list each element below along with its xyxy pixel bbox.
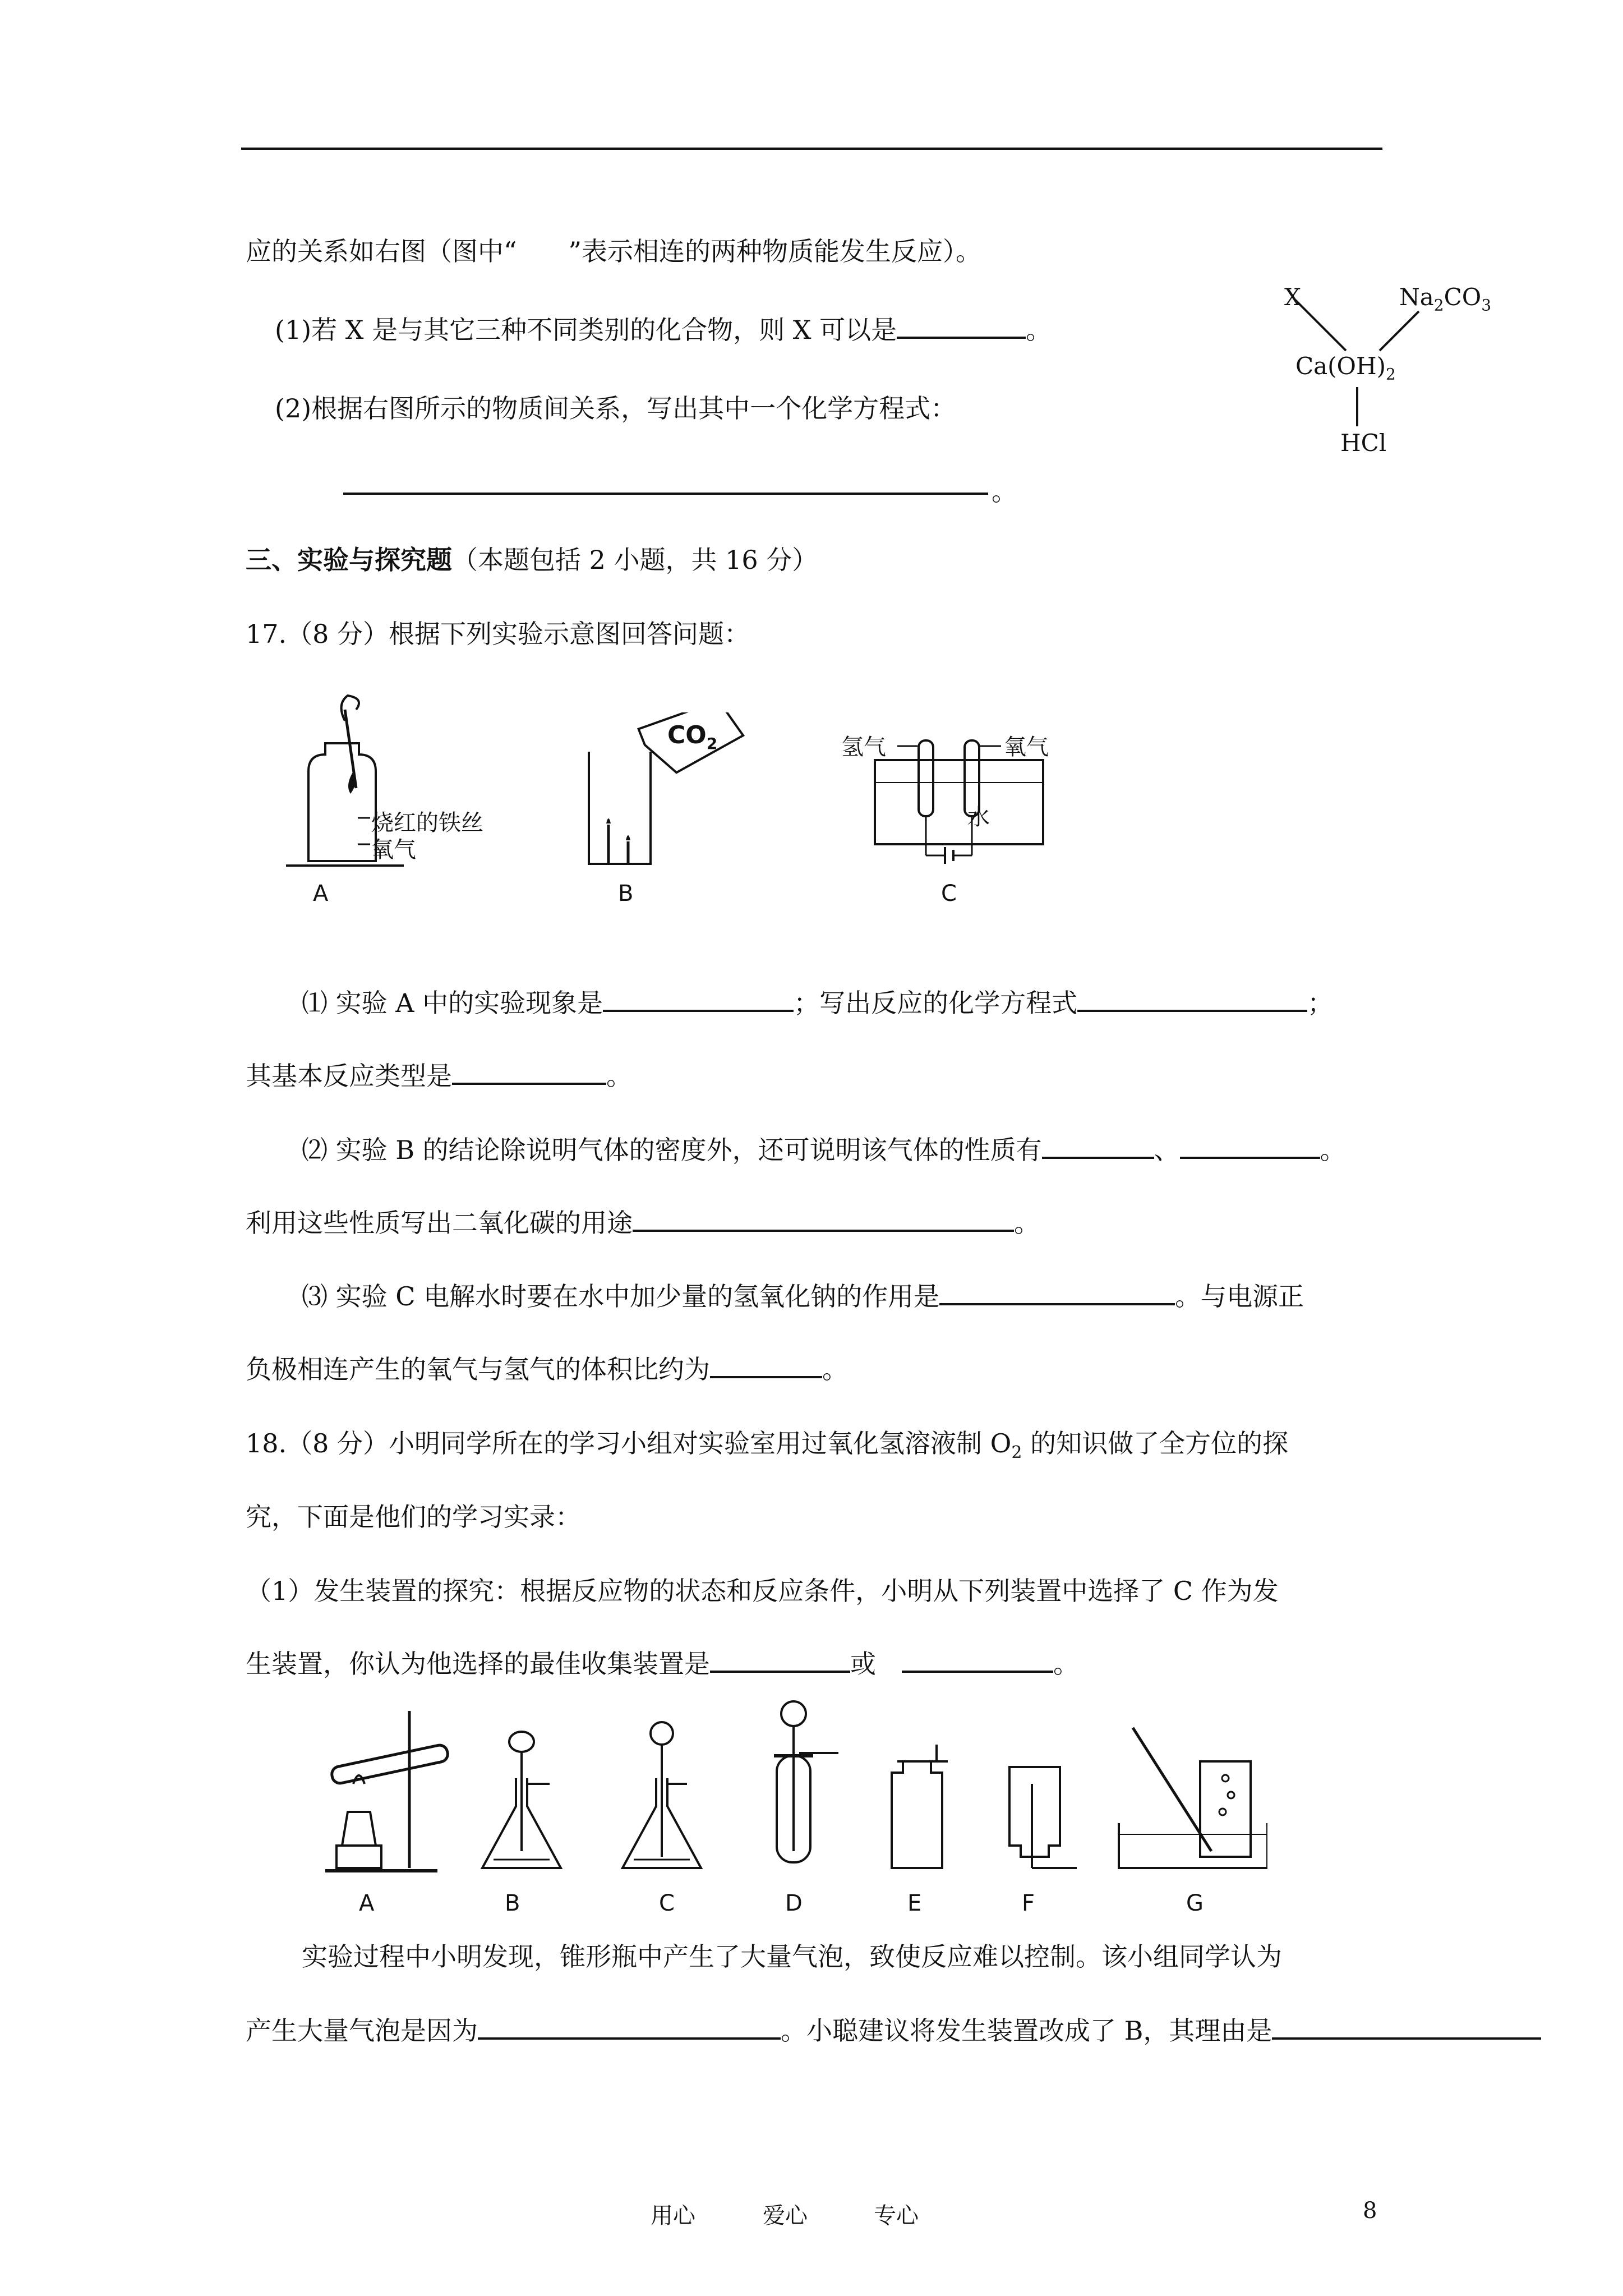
apparatus-c	[623, 1722, 701, 1868]
q16-part1-text: (1)若 X 是与其它三种不同类别的化合物，则 X 可以是	[275, 315, 897, 345]
apparatus-b	[482, 1732, 561, 1868]
answer-blank[interactable]	[897, 314, 1026, 339]
fig-a-letter: A	[313, 881, 329, 907]
q16-part2: (2)根据右图所示的物质间关系，写出其中一个化学方程式：	[275, 393, 957, 424]
q17-sub1-line1: ⑴ 实验 A 中的实验现象是 ；写出反应的化学方程式 ；	[302, 988, 1334, 1018]
q18-part2-line1: 实验过程中小明发现，锥形瓶中产生了大量气泡，致使反应难以控制。该小组同学认为	[302, 1941, 1282, 1972]
node-hcl: HCl	[1340, 429, 1387, 457]
q16-part1	[275, 314, 1052, 346]
q17-sub2-line1: ⑵ 实验 B 的结论除说明气体的密度外，还可说明该气体的性质有 、 。	[302, 1135, 1346, 1165]
node-caoh2: $Ca(OH)_2$	[1295, 352, 1396, 384]
apparatus-label-b: B	[505, 1890, 520, 1916]
label-hydrogen: 氢气	[841, 734, 886, 760]
apparatus-figure	[314, 1700, 1267, 1924]
footer-slogan-3: 专心	[874, 2203, 919, 2229]
answer-blank[interactable]	[1180, 1134, 1320, 1159]
page-number: 8	[1363, 2198, 1377, 2224]
header-rule	[241, 148, 1382, 150]
answer-blank[interactable]	[710, 1354, 822, 1378]
fig-b-letter: B	[618, 881, 634, 907]
apparatus-g	[1119, 1728, 1267, 1868]
answer-blank[interactable]	[633, 1207, 1014, 1232]
q18-part1-line2: 生装置，你认为他选择的最佳收集装置是 或 。	[246, 1649, 1079, 1679]
q16-part2-end: 。	[992, 476, 1017, 507]
label-oxygen-c: 氧气	[1004, 734, 1049, 760]
apparatus-e	[892, 1745, 948, 1868]
apparatus-drawings	[314, 1700, 1267, 1879]
q17-sub3-line2: 负极相连产生的氧气与氢气的体积比约为 。	[246, 1354, 848, 1384]
label-iron-wire: 烧红的铁丝	[371, 810, 483, 836]
footer-slogan-1: 用心	[651, 2203, 695, 2229]
apparatus-a	[325, 1711, 449, 1871]
q17-sub3-line1: ⑶ 实验 C 电解水时要在水中加少量的氢氧化钠的作用是 。与电源正	[302, 1281, 1304, 1312]
q17-sub1-line2: 其基本反应类型是 。	[246, 1061, 632, 1091]
answer-blank[interactable]	[1077, 987, 1307, 1012]
answer-blank[interactable]	[1272, 2015, 1541, 2040]
apparatus-label-f: F	[1022, 1890, 1035, 1916]
q16-equation-blank[interactable]	[343, 493, 988, 495]
apparatus-label-d: D	[785, 1890, 803, 1916]
answer-blank[interactable]	[902, 1648, 1053, 1673]
apparatus-d	[774, 1701, 838, 1862]
apparatus-f	[1009, 1767, 1077, 1868]
apparatus-label-e: E	[907, 1890, 922, 1916]
q17-sub2-line2: 利用这些性质写出二氧化碳的用途 。	[246, 1208, 1040, 1238]
figure-c	[841, 729, 1088, 926]
apparatus-label-c: C	[659, 1890, 675, 1916]
answer-blank[interactable]	[603, 987, 794, 1012]
label-water: 水	[967, 804, 990, 830]
label-oxygen-a: 氧气	[371, 837, 416, 863]
footer-slogan-2: 爱心	[763, 2203, 808, 2229]
q18-part1-line1: （1）发生装置的探究：根据反应物的状态和反应条件，小明从下列装置中选择了 C 作为发	[246, 1576, 1279, 1606]
q18-title-line1: 18.（8 分）小明同学所在的学习小组对实验室用过氧化氢溶液制 $O_2$ 的知识做了全方位的探	[246, 1428, 1289, 1463]
label-co2: $CO_2$	[667, 721, 718, 753]
q16-part1-end: 。	[1026, 315, 1052, 345]
fig-c-letter: C	[941, 881, 957, 907]
q18-title-line2: 究，下面是他们的学习实录：	[246, 1502, 581, 1532]
reaction-diagram	[1267, 275, 1503, 471]
figure-a	[275, 687, 522, 928]
answer-blank[interactable]	[452, 1060, 606, 1085]
q16-intro: 应的关系如右图（图中“ ”表示相连的两种物质能发生反应）。	[246, 236, 982, 266]
figure-b	[580, 712, 760, 926]
q17-title: 17.（8 分）根据下列实验示意图回答问题：	[246, 619, 750, 649]
answer-blank[interactable]	[1042, 1134, 1154, 1159]
q18-part2-line2: 产生大量气泡是因为 。小聪建议将发生装置改成了 B，其理由是	[246, 2015, 1541, 2046]
apparatus-label-a: A	[359, 1890, 375, 1916]
answer-blank[interactable]	[939, 1281, 1175, 1305]
node-na2co3: $Na_2CO_3$	[1399, 283, 1492, 315]
node-x: X	[1284, 283, 1301, 311]
section-title: 三、实验与探究题（本题包括 2 小题，共 16 分）	[246, 545, 818, 575]
answer-blank[interactable]	[478, 2015, 781, 2040]
apparatus-label-g: G	[1186, 1890, 1204, 1916]
answer-blank[interactable]	[710, 1648, 850, 1673]
